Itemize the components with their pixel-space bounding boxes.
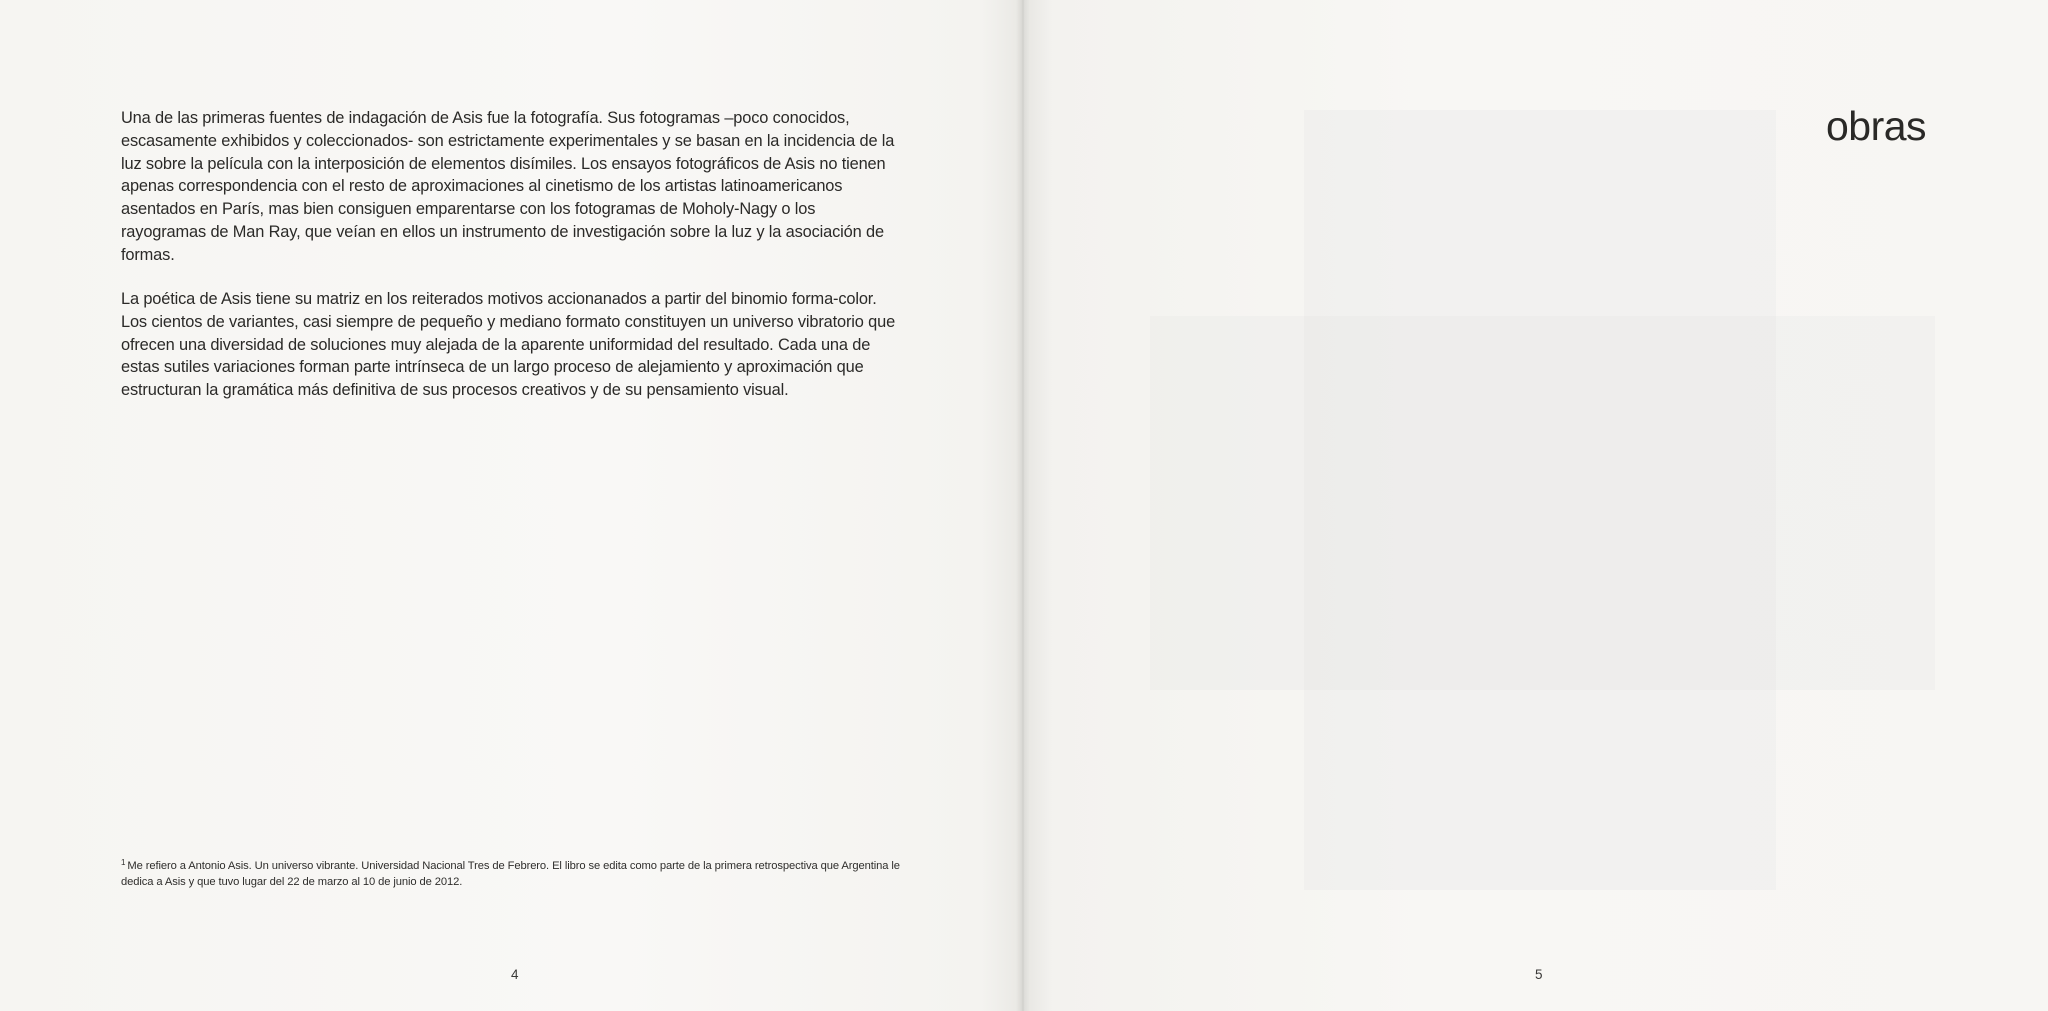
body-paragraph: La poética de Asis tiene su matriz en los reiterados motivos accionanados a partir del binomio forma-color. Los cientos de variantes, casi siempre de pequeño y mediano formato constituyen un universo vibratorio que ofrecen una diversidad de soluciones muy alejada de la aparente uniformidad del resultado. Cada una de estas sutiles variaciones forman parte intrínseca de un largo proceso de alejamiento y aproximación que estructuran la gramática más definitiva de sus procesos creativos y de su pensamiento visual. — [121, 290, 896, 400]
footnote-marker: 1 — [121, 858, 126, 867]
left-page — [0, 0, 1022, 1011]
body-paragraph: Una de las primeras fuentes de indagación de Asis fue la fotografía. Sus fotogramas –poco conocidos, escasamente exhibidos y coleccionados- son estrictamente experimentales y se basan en la incidencia de la luz sobre la película con la interposición de elementos disímiles. Los ensayos fotográficos de Asis no tienen apenas correspondencia con el resto de aproximaciones al cinetismo de los artistas latinoamericanos asentados en París, mas bien consiguen emparentarse con los fotogramas de Moholy-Nagy o los rayogramas de Man Ray, que veían en ellos un instrumento de investigación sobre la luz y la asociación de formas. — [121, 109, 895, 264]
section-title: obras — [1826, 103, 1927, 149]
footnote — [121, 855, 901, 890]
page-number: 4 — [511, 967, 519, 982]
page-number: 5 — [1535, 967, 1543, 982]
bleed-through-shadow — [1150, 316, 1935, 690]
footnote-text: Me refiero a Antonio Asis. Un universo vibrante. Universidad Nacional Tres de Febrero. El libro se edita como parte de la primera retrospectiva que Argentina le dedica a Asis y que tuvo lugar del 22 de marzo al 10 de junio de 2012. — [121, 860, 900, 888]
book-gutter — [1016, 0, 1030, 1011]
